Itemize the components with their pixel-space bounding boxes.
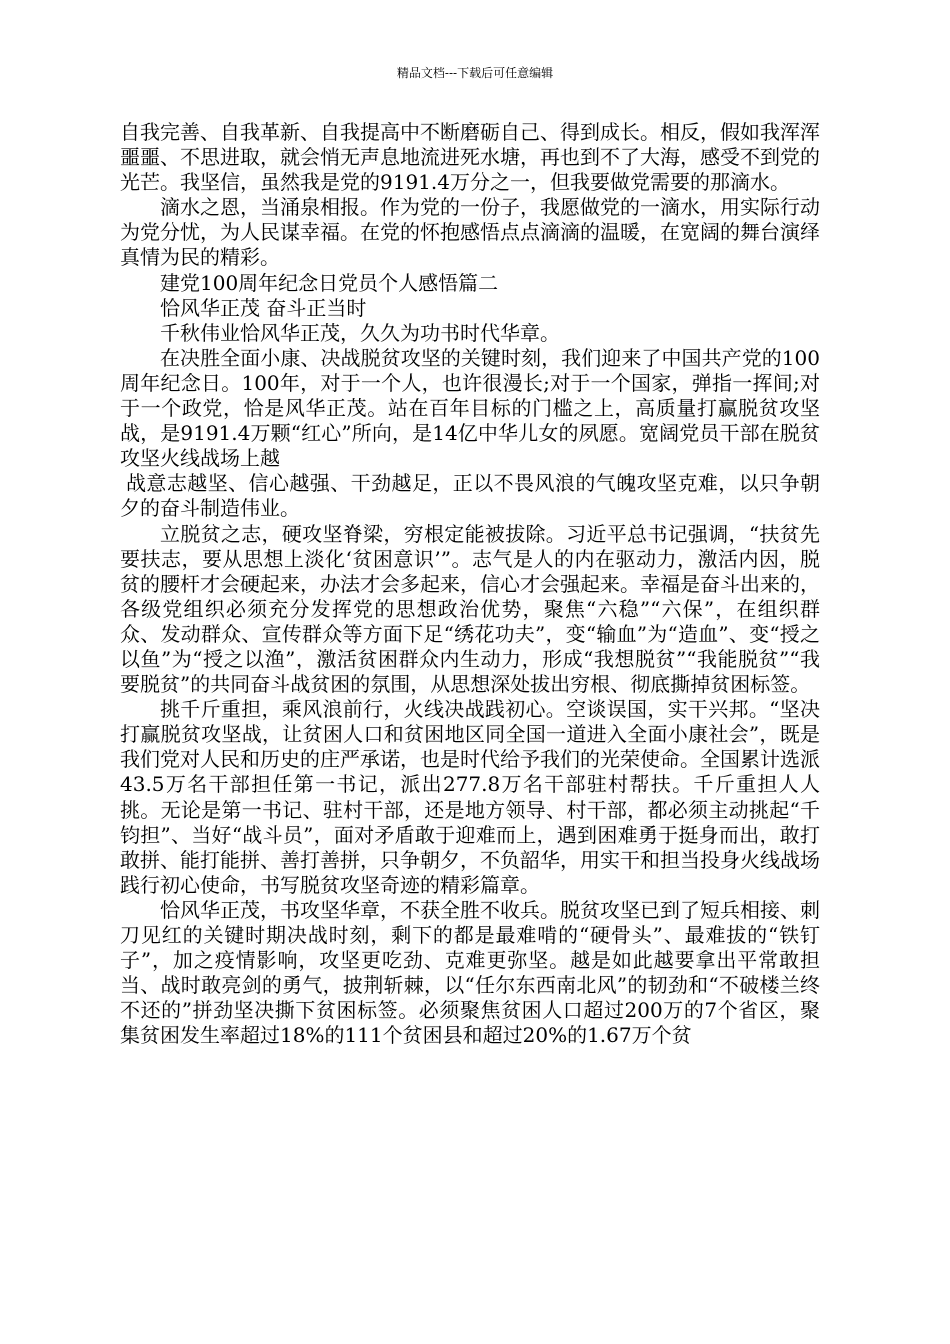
paragraph: 挑千斤重担，乘风浪前行，火线决战践初心。空谈误国，实干兴邦。“坚决打赢脱贫攻坚战，让贫困人口和贫困地区同全国一道进入全面小康社会”，既是我们党对人民和历史的庄严承诺，也是时代给予我们的光荣使命。全国累计选派43.5万名干部担任第一书记，派出277.8万名干部驻村帮扶。千斤重担人人挑。无论是第一书记、驻村干部，还是地方领导、村干部，都必须主动挑起“千钧担”、当好“战斗员”，面对矛盾敢于迎难而上，遇到困难勇于挺身而出，敢打敢拼、能打能拼、善打善拼，只争朝夕，不负韶华，用实干和担当投身火线战场践行初心使命，书写脱贫攻坚奇迹的精彩篇章。 — [120, 697, 820, 897]
page-header: 精品文档---下载后可任意编辑 — [396, 66, 554, 80]
paragraph: 滴水之恩，当涌泉相报。作为党的一份子，我愿做党的一滴水，用实际行动为党分忧，为人民谋幸福。在党的怀抱感悟点点滴滴的温暖，在宽阔的舞台演绎真情为民的精彩。 — [120, 195, 820, 270]
paragraph: 自我完善、自我革新、自我提高中不断磨砺自己、得到成长。相反，假如我浑浑噩噩、不思进取，就会悄无声息地流进死水塘，再也到不了大海，感受不到党的光芒。我坚信，虽然我是党的9191.4万分之一，但我要做党需要的那滴水。 — [120, 120, 820, 195]
paragraph: 战意志越坚、信心越强、干劲越足，正以不畏风浪的气魄攻坚克难，以只争朝夕的奋斗制造伟业。 — [120, 471, 820, 521]
paragraph: 建党100周年纪念日党员个人感悟篇二 — [160, 270, 499, 295]
document-body — [120, 120, 820, 1048]
paragraph: 在决胜全面小康、决战脱贫攻坚的关键时刻，我们迎来了中国共产党的100周年纪念日。100年，对于一个人，也许很漫长;对于一个国家，弹指一挥间;对于一个政党，恰是风华正茂。站在百年目标的门槛之上，高质量打赢脱贫攻坚战，是9191.4万颗“红心”所向，是14亿中华儿女的夙愿。宽阔党员干部在脱贫攻坚火线战场上越 — [120, 345, 820, 471]
paragraph: 立脱贫之志，硬攻坚脊梁，穷根定能被拔除。习近平总书记强调，“扶贫先要扶志，要从思想上淡化‘贫困意识’”。志气是人的内在驱动力，激活内因，脱贫的腰杆才会硬起来，办法才会多起来，信心才会强起来。幸福是奋斗出来的，各级党组织必须充分发挥党的思想政治优势，聚焦“六稳”“六保”，在组织群众、发动群众、宣传群众等方面下足“绣花功夫”，变“输血”为“造血”、变“授之以鱼”为“授之以渔”，激活贫困群众内生动力，形成“我想脱贫”“我能脱贫”“我要脱贫”的共同奋斗战贫困的氛围，从思想深处拔出穷根、彻底撕掉贫困标签。 — [120, 521, 820, 697]
paragraph: 恰风华正茂 奋斗正当时 — [160, 295, 367, 320]
paragraph: 恰风华正茂，书攻坚华章，不获全胜不收兵。脱贫攻坚已到了短兵相接、刺刀见红的关键时期决战时刻，剩下的都是最难啃的“硬骨头”、最难拔的“铁钉子”，加之疫情影响，攻坚更吃劲、克难更弥坚。越是如此越要拿出平常敢担当、战时敢亮剑的勇气，披荆斩棘，以“任尔东西南北风”的韧劲和“不破楼兰终不还的”拼劲坚决撕下贫困标签。必须聚焦贫困人口超过200万的7个省区，聚集贫困发生率超过18%的111个贫困县和超过20%的1.67万个贫 — [120, 897, 820, 1048]
paragraph: 千秋伟业恰风华正茂，久久为功书时代华章。 — [160, 320, 560, 345]
